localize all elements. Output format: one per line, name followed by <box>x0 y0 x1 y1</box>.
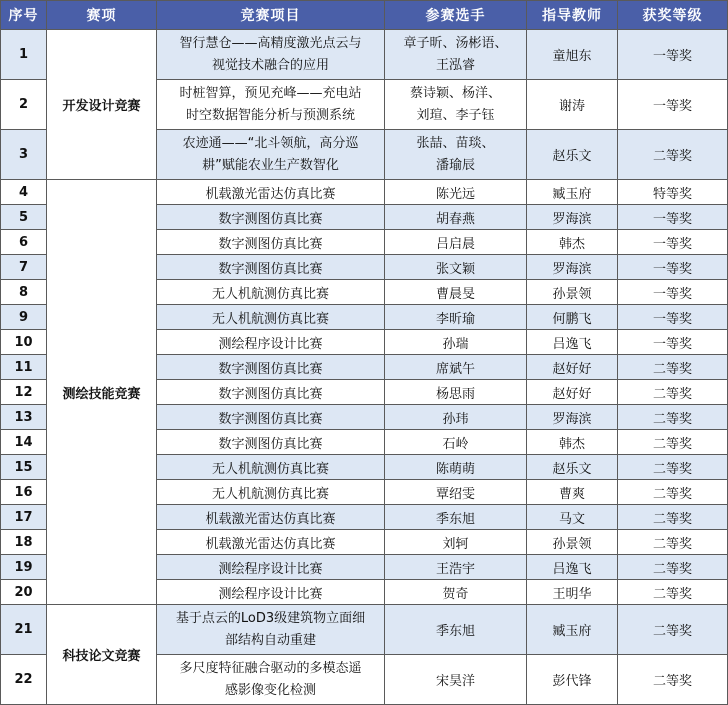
project-line: 基于点云的LoD3级建筑物立面细 <box>175 610 366 626</box>
participants-line: 王泓睿 <box>435 57 475 73</box>
award-cell: 一等奖 <box>618 30 728 80</box>
project-cell: 数字测图仿真比赛 <box>157 255 385 280</box>
award-cell: 一等奖 <box>618 280 728 305</box>
project-cell: 无人机航测仿真比赛 <box>157 480 385 505</box>
row-index: 17 <box>1 505 47 530</box>
project-line: 多尺度特征融合驱动的多模态遥 <box>179 660 362 676</box>
table-row <box>1 180 728 205</box>
participants-cell: 宋昊洋 <box>385 655 527 705</box>
advisor-cell: 何鹏飞 <box>527 305 618 330</box>
project-cell: 无人机航测仿真比赛 <box>157 280 385 305</box>
participants-cell <box>385 130 527 180</box>
project-line: 视觉技术融合的应用 <box>211 57 329 73</box>
row-index: 4 <box>1 180 47 205</box>
row-index: 16 <box>1 480 47 505</box>
row-index: 21 <box>1 605 47 655</box>
award-cell: 一等奖 <box>618 305 728 330</box>
project-cell: 数字测图仿真比赛 <box>157 405 385 430</box>
award-cell: 二等奖 <box>618 505 728 530</box>
advisor-cell: 臧玉府 <box>527 605 618 655</box>
participants-cell: 张文颖 <box>385 255 527 280</box>
advisor-cell: 王明华 <box>527 580 618 605</box>
advisor-cell: 赵乐文 <box>527 455 618 480</box>
table-body <box>1 30 728 705</box>
participants-cell: 季东旭 <box>385 505 527 530</box>
project-cell: 测绘程序设计比赛 <box>157 555 385 580</box>
row-index: 10 <box>1 330 47 355</box>
row-index: 18 <box>1 530 47 555</box>
participants-cell <box>385 80 527 130</box>
participants-line: 潘瑜辰 <box>435 157 475 173</box>
participants-cell: 陈萌萌 <box>385 455 527 480</box>
participants-cell: 胡春燕 <box>385 205 527 230</box>
project-cell: 数字测图仿真比赛 <box>157 355 385 380</box>
row-index: 13 <box>1 405 47 430</box>
row-index: 6 <box>1 230 47 255</box>
advisor-cell: 彭代锋 <box>527 655 618 705</box>
advisor-cell: 罗海滨 <box>527 405 618 430</box>
advisor-cell: 孙景领 <box>527 280 618 305</box>
participants-cell: 李昕瑜 <box>385 305 527 330</box>
row-index: 20 <box>1 580 47 605</box>
project-cell <box>157 655 385 705</box>
participants-line: 张喆、苗琰、 <box>416 135 495 151</box>
advisor-cell: 谢涛 <box>527 80 618 130</box>
participants-cell: 曹晨旻 <box>385 280 527 305</box>
header-project: 竞赛项目 <box>157 1 385 30</box>
advisor-cell: 童旭东 <box>527 30 618 80</box>
project-cell: 无人机航测仿真比赛 <box>157 455 385 480</box>
advisor-cell: 赵乐文 <box>527 130 618 180</box>
project-cell: 数字测图仿真比赛 <box>157 380 385 405</box>
award-cell: 二等奖 <box>618 655 728 705</box>
award-cell: 二等奖 <box>618 380 728 405</box>
table-row <box>1 605 728 655</box>
participants-cell: 孙玮 <box>385 405 527 430</box>
participants-cell: 覃绍雯 <box>385 480 527 505</box>
project-cell: 测绘程序设计比赛 <box>157 580 385 605</box>
participants-cell: 季东旭 <box>385 605 527 655</box>
participants-line: 章子昕、汤彬语、 <box>403 35 508 51</box>
table-row <box>1 30 728 80</box>
header-advisor: 指导教师 <box>527 1 618 30</box>
participants-cell: 孙瑞 <box>385 330 527 355</box>
award-cell: 二等奖 <box>618 580 728 605</box>
award-cell: 二等奖 <box>618 530 728 555</box>
row-index: 3 <box>1 130 47 180</box>
participants-cell: 王浩宇 <box>385 555 527 580</box>
award-cell: 二等奖 <box>618 405 728 430</box>
award-cell: 二等奖 <box>618 355 728 380</box>
advisor-cell: 罗海滨 <box>527 205 618 230</box>
row-index: 12 <box>1 380 47 405</box>
project-cell: 数字测图仿真比赛 <box>157 430 385 455</box>
advisor-cell: 罗海滨 <box>527 255 618 280</box>
advisor-cell: 赵好好 <box>527 355 618 380</box>
participants-cell: 贺奇 <box>385 580 527 605</box>
award-cell: 二等奖 <box>618 430 728 455</box>
advisor-cell: 臧玉府 <box>527 180 618 205</box>
row-index: 5 <box>1 205 47 230</box>
header-award: 获奖等级 <box>618 1 728 30</box>
header-participants: 参赛选手 <box>385 1 527 30</box>
advisor-cell: 赵好好 <box>527 380 618 405</box>
project-line: 农迹通——“北斗领航，高分巡 <box>182 135 359 151</box>
participants-cell: 杨思雨 <box>385 380 527 405</box>
project-cell: 机载激光雷达仿真比赛 <box>157 530 385 555</box>
advisor-cell: 韩杰 <box>527 430 618 455</box>
project-cell <box>157 130 385 180</box>
participants-cell: 石岭 <box>385 430 527 455</box>
advisor-cell: 马文 <box>527 505 618 530</box>
participants-line: 刘瑄、李子钰 <box>416 107 495 123</box>
award-cell: 二等奖 <box>618 455 728 480</box>
participants-cell: 刘轲 <box>385 530 527 555</box>
award-cell: 一等奖 <box>618 205 728 230</box>
project-line: 部结构自动重建 <box>224 632 316 648</box>
award-cell: 二等奖 <box>618 130 728 180</box>
award-cell: 一等奖 <box>618 255 728 280</box>
row-index: 7 <box>1 255 47 280</box>
award-cell: 二等奖 <box>618 555 728 580</box>
award-cell: 二等奖 <box>618 480 728 505</box>
advisor-cell: 吕逸飞 <box>527 555 618 580</box>
project-cell: 数字测图仿真比赛 <box>157 230 385 255</box>
row-index: 22 <box>1 655 47 705</box>
participants-cell <box>385 30 527 80</box>
category-dev: 开发设计竞赛 <box>47 30 157 180</box>
award-cell: 一等奖 <box>618 330 728 355</box>
row-index: 11 <box>1 355 47 380</box>
award-cell: 二等奖 <box>618 605 728 655</box>
row-index: 8 <box>1 280 47 305</box>
project-cell <box>157 30 385 80</box>
row-index: 19 <box>1 555 47 580</box>
project-cell: 机载激光雷达仿真比赛 <box>157 180 385 205</box>
row-index: 1 <box>1 30 47 80</box>
project-line: 感影像变化检测 <box>224 682 316 698</box>
category-skill: 测绘技能竞赛 <box>47 180 157 605</box>
advisor-cell: 曹爽 <box>527 480 618 505</box>
award-cell: 特等奖 <box>618 180 728 205</box>
row-index: 2 <box>1 80 47 130</box>
row-index: 15 <box>1 455 47 480</box>
project-cell: 无人机航测仿真比赛 <box>157 305 385 330</box>
advisor-cell: 韩杰 <box>527 230 618 255</box>
participants-line: 蔡诗颖、杨洋、 <box>409 85 501 101</box>
participants-cell: 陈光远 <box>385 180 527 205</box>
award-cell: 一等奖 <box>618 80 728 130</box>
participants-cell: 席斌午 <box>385 355 527 380</box>
award-cell: 一等奖 <box>618 230 728 255</box>
row-index: 9 <box>1 305 47 330</box>
advisor-cell: 孙景领 <box>527 530 618 555</box>
project-line: 时桩智算，预见充峰——充电站 <box>179 85 362 101</box>
project-line: 时空数据智能分析与预测系统 <box>185 107 355 123</box>
project-cell: 测绘程序设计比赛 <box>157 330 385 355</box>
project-cell: 机载激光雷达仿真比赛 <box>157 505 385 530</box>
category-paper: 科技论文竞赛 <box>47 605 157 705</box>
header-category: 赛项 <box>47 1 157 30</box>
project-line: 智行慧仓——高精度激光点云与 <box>179 35 362 51</box>
project-cell <box>157 80 385 130</box>
row-index: 14 <box>1 430 47 455</box>
project-cell <box>157 605 385 655</box>
advisor-cell: 吕逸飞 <box>527 330 618 355</box>
header-index: 序号 <box>1 1 47 30</box>
project-cell: 数字测图仿真比赛 <box>157 205 385 230</box>
project-line: 耕”赋能农业生产数智化 <box>202 157 339 173</box>
participants-cell: 吕启晨 <box>385 230 527 255</box>
header-row <box>1 1 728 30</box>
table-header <box>1 1 728 30</box>
